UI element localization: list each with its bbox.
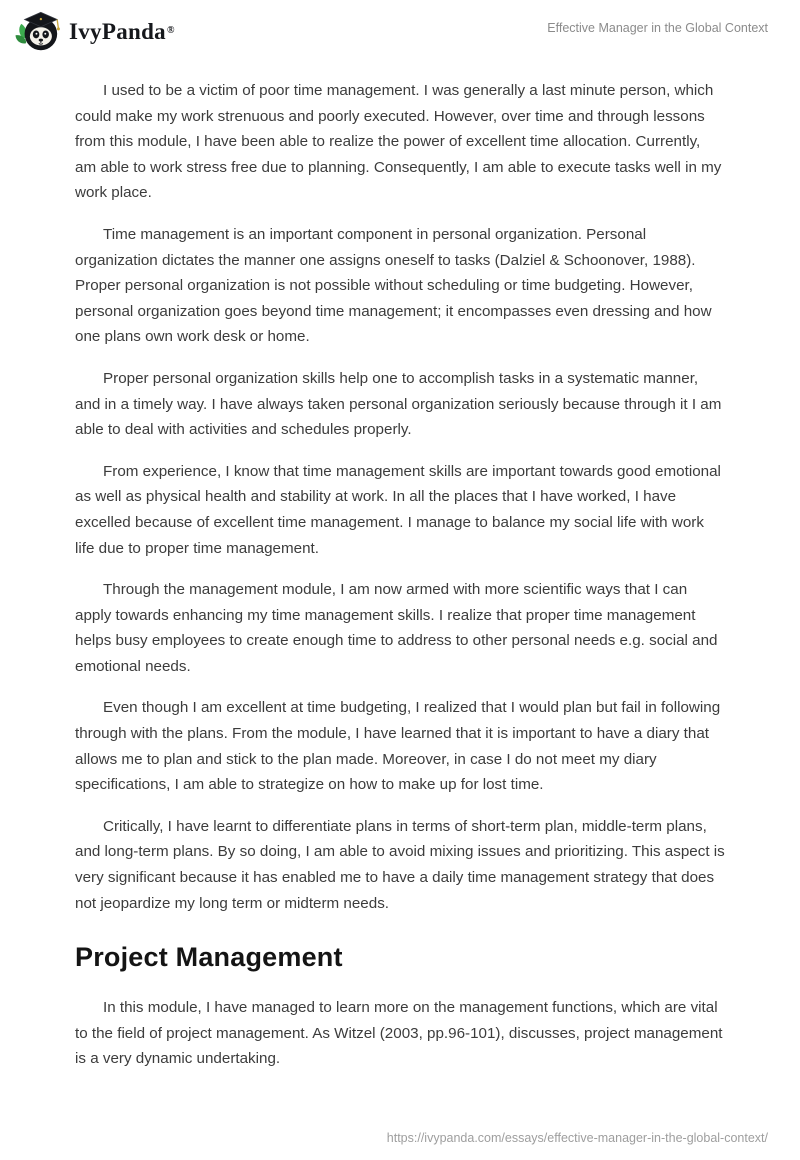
paragraph: Critically, I have learnt to differentiate plans in terms of short-term plan, middle-term plans, and long-term plans. By so doing, I am able to avoid mixing issues and prioritizing. This aspect is very significant because it has enabled me to have a daily time management strategy that does not jeopardize my long term or midterm needs. — [75, 817, 725, 912]
document-title: Effective Manager in the Global Context — [547, 21, 768, 35]
registered-trademark-symbol: ® — [166, 24, 175, 36]
essay-body — [0, 56, 800, 1072]
section-heading-project-management: Project Management — [75, 942, 343, 973]
page-header — [0, 0, 800, 56]
paragraph: Proper personal organization skills help one to accomplish tasks in a systematic manner, and in a timely way. I have always taken personal organization seriously because through it I am able to deal with activities and schedules properly. — [75, 369, 722, 439]
paragraph: In this module, I have managed to learn more on the management functions, which are vital to the field of project management. As Witzel (2003, pp.96-101), discusses, project management is a very dynamic undertaking. — [75, 999, 723, 1068]
paragraph: Time management is an important component in personal organization. Personal organization dictates the manner one assigns oneself to tasks (Dalziel & Schoonover, 1988). Proper personal organization is not possible without scheduling or time budgeting. However, personal organization goes beyond time management; it encompasses even dressing and how one plans own work desk or home. — [75, 225, 712, 346]
paragraph: From experience, I know that time management skills are important towards good emotional as well as physical health and stability at work. In all the places that I have worked, I have excelled because of excellent time management. I manage to balance my social life with work life due to proper time management. — [75, 462, 721, 557]
paragraph: Through the management module, I am now armed with more scientific ways that I can apply towards enhancing my time management skills. I realize that proper time management helps busy employees to create enough time to address to other personal needs e.g. social and emotional needs. — [75, 581, 718, 675]
paragraph: I used to be a victim of poor time management. I was generally a last minute person, which could make my work strenuous and poorly executed. However, over time and through lessons from this module, I have been able to realize the power of excellent time allocation. Currently, am able to work stress free due to planning. Consequently, I am able to execute tasks well in my work place. — [75, 82, 722, 202]
source-url-link[interactable]: https://ivypanda.com/essays/effective-manager-in-the-global-context/ — [386, 1131, 768, 1145]
paragraph: Even though I am excellent at time budgeting, I realized that I would plan but fail in following through with the plans. From the module, I have learned that it is important to have a diary that allows me to plan and stick to the plan made. Moreover, in case I do not meet my diary specifications, I am able to strategize on how to make up for lost time. — [75, 699, 721, 794]
ivypanda-panda-logo-icon — [14, 8, 62, 56]
brand-name — [69, 19, 174, 45]
brand-name-text: IvyPanda — [69, 19, 166, 44]
ivypanda-brand[interactable] — [14, 8, 174, 56]
